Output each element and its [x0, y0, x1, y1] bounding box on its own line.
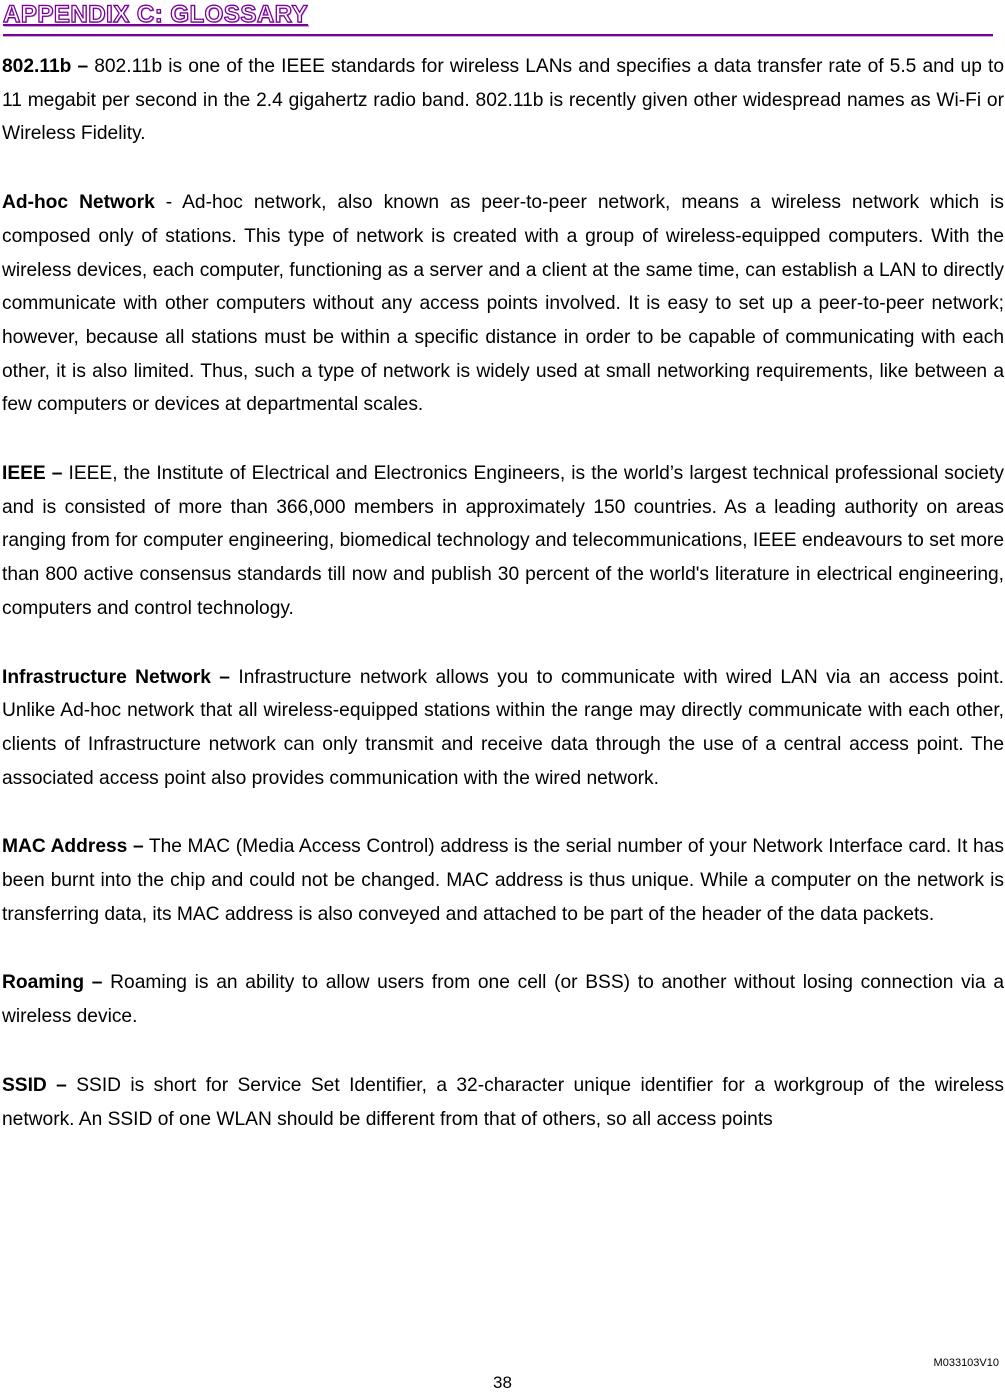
glossary-entry-ieee — [2, 457, 1004, 626]
glossary-definition: Roaming is an ability to allow users from one cell (or BSS) to another without losing connection via a wireless device. — [2, 972, 1004, 1028]
document-code: M033103V10 — [933, 1357, 999, 1369]
glossary-entry-infrastructure-network — [2, 661, 1004, 796]
glossary-entry-802-11b — [2, 50, 1004, 151]
glossary-definition: 802.11b is one of the IEEE standards for wireless LANs and specifies a data transfer rate of 5.5 and up to 11 megabit per second in the 2.4 gigahertz radio band. 802.11b is recently given other widespread names as Wi-Fi or Wireless Fidelity. — [2, 56, 1004, 145]
glossary-entry-mac-address — [2, 830, 1004, 931]
glossary-term: MAC Address – — [2, 836, 144, 858]
glossary-term: Roaming – — [2, 972, 103, 994]
glossary-term: Infrastructure Network – — [2, 666, 230, 688]
glossary-definition: - Ad-hoc network, also known as peer-to-peer network, means a wireless network which is composed only of stations. This type of network is created with a group of wireless-equipped computers. With the wireless devices, each computer, functioning as a server and a client at the same time, can establish a LAN to directly communicate with other computers without any access points involved. It is easy to set up a peer-to-peer network; however, because all stations must be within a specific distance in order to be capable of communicating with each other, it is also limited. Thus, such a type of network is widely used at small networking requirements, like between a few computers or devices at departmental scales. — [2, 192, 1004, 416]
glossary-content — [2, 50, 1004, 1136]
glossary-term: 802.11b – — [2, 56, 89, 77]
glossary-term: SSID – — [2, 1074, 67, 1096]
glossary-definition: The MAC (Media Access Control) address is the serial number of your Network Interface card. It has been burnt into the chip and could not be changed. MAC address is thus unique. While a computer on the network is transferring data, its MAC address is also conveyed and attached to be part of the header of the data packets. — [2, 836, 1004, 925]
glossary-entry-ad-hoc-network — [2, 186, 1004, 422]
glossary-definition: Infrastructure network allows you to communicate with wired LAN via an access point. Unlike Ad-hoc network that all wireless-equipped stations within the range may directly communicate with each other, clients of Infrastructure network can only transmit and receive data through the use of a central access point. The associated access point also provides communication with the wired network. — [2, 666, 1004, 789]
glossary-entry-ssid — [2, 1069, 1004, 1136]
glossary-definition: SSID is short for Service Set Identifier, a 32-character unique identifier for a workgroup of the wireless network. An SSID of one WLAN should be different from that of others, so all access points — [2, 1074, 1004, 1130]
glossary-definition: IEEE, the Institute of Electrical and Electronics Engineers, is the world’s largest technical professional society and is consisted of more than 366,000 members in approximately 150 countries. As a leading authority on areas ranging from for computer engineering, biomedical technology and telecommunications, IEEE endeavours to set more than 800 active consensus standards till now and publish 30 percent of the world's literature in electrical engineering, computers and control technology. — [2, 463, 1004, 619]
section-heading — [3, 0, 993, 36]
glossary-entry-roaming — [2, 966, 1004, 1033]
glossary-term: IEEE – — [2, 463, 63, 485]
heading-title: APPENDIX C: GLOSSARY — [3, 1, 309, 28]
glossary-term: Ad-hoc Network — [2, 192, 155, 214]
page-number: 38 — [493, 1373, 512, 1392]
